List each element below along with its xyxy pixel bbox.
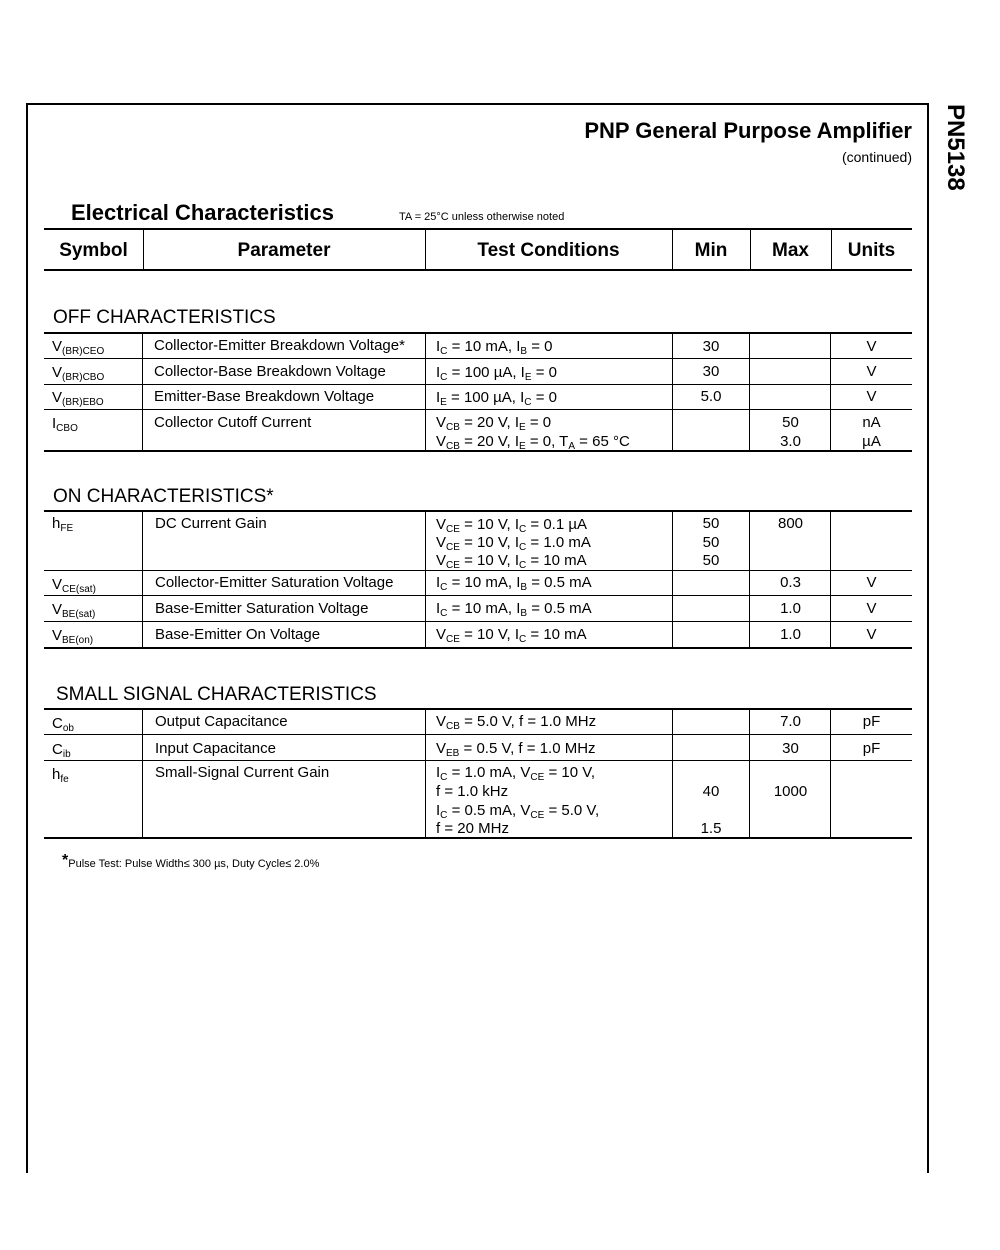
units-cell: pF [862,713,881,730]
units-cell: V [866,574,877,591]
units-cell: pF [862,740,881,757]
condition-cell: $I_C = 10$ mA, $I_B = 0.5$ mA [436,600,592,619]
parameter-cell: Small-Signal Current Gain [155,764,330,781]
column-divider [672,710,673,837]
symbol-cell: $V_{BE(sat)}$ [52,601,96,620]
symbol-cell: $h_{fe}$ [52,766,69,785]
section-rule [44,708,912,710]
min-cell: 1.5 [700,820,722,837]
min-cell: 50 [702,552,720,569]
section-note: TA = 25°C unless otherwise noted [399,211,565,223]
max-cell: 800 [777,515,804,532]
condition-cell: $V_{EB} = 0.5$ V, f = 1.0 MHz [436,740,596,759]
column-header-conditions: Test Conditions [477,240,620,261]
condition-cell: f = 20 MHz [436,820,509,837]
parameter-cell: Collector-Emitter Saturation Voltage [155,574,394,591]
section-title-small-signal: SMALL SIGNAL CHARACTERISTICS [56,684,377,705]
section-rule [44,510,912,512]
column-divider [425,512,426,647]
symbol-cell: $V_{BE(on)}$ [52,627,94,646]
parameter-cell: DC Current Gain [155,515,267,532]
parameter-cell: Collector Cutoff Current [154,414,312,431]
parameter-cell: Output Capacitance [155,713,288,730]
parameter-cell: Collector-Emitter Breakdown Voltage* [154,337,405,354]
condition-cell: $I_C = 10$ mA, $I_B = 0$ [436,338,553,357]
max-cell: 1000 [773,783,808,800]
column-divider [142,710,143,837]
column-divider [425,334,426,450]
column-divider [142,334,143,450]
column-divider [142,512,143,647]
max-cell: 0.3 [780,574,801,591]
parameter-cell: Input Capacitance [155,740,276,757]
condition-cell: $V_{CB} = 20$ V, $I_E = 0$ [436,414,552,433]
side-part-number: PN5138 [942,104,969,191]
min-cell: 50 [702,534,720,551]
condition-cell: $V_{CE} = 10$ V, $I_C = 10$ mA [436,626,587,645]
symbol-cell: $I_{CBO}$ [52,415,78,434]
symbol-cell: $V_{(BR)CBO}$ [52,364,105,383]
condition-cell: $I_C = 0.5$ mA, $V_{CE} = 5.0$ V, [436,802,600,821]
max-cell: 50 [782,414,799,431]
column-header-units: Units [847,240,896,261]
condition-cell: f = 1.0 kHz [436,783,509,800]
section-heading: Electrical Characteristics [71,200,334,225]
units-cell: V [866,363,877,380]
condition-cell: $V_{CB} = 20$ V, $I_E = 0$, $T_A = 65$ °C [436,433,630,452]
column-header-symbol: Symbol [59,240,128,261]
symbol-cell: $V_{(BR)EBO}$ [52,389,104,408]
symbol-cell: $C_{ob}$ [52,715,74,734]
condition-cell: $V_{CE} = 10$ V, $I_C = 0.1$ µA [436,516,587,535]
column-header-max: Max [772,240,809,261]
parameter-cell: Base-Emitter Saturation Voltage [155,600,369,617]
units-cell: µA [862,433,881,450]
max-cell: 3.0 [780,433,801,450]
footnote: *Pulse Test: Pulse Width≤ 300 µs, Duty Cycle≤ 2.0% [62,852,320,870]
min-cell: 50 [702,515,720,532]
units-cell: V [866,600,877,617]
condition-cell: $I_C = 1.0$ mA, $V_{CE} = 10$ V, [436,764,596,783]
max-cell: 7.0 [780,713,801,730]
parameter-cell: Collector-Base Breakdown Voltage [154,363,386,380]
header-bottom-rule [44,269,912,271]
parameter-cell: Base-Emitter On Voltage [155,626,321,643]
min-cell: 30 [702,338,720,355]
condition-cell: $V_{CB} = 5.0$ V, f = 1.0 MHz [436,713,597,732]
table-top-rule [44,228,912,230]
min-cell: 5.0 [700,388,722,405]
continued-label: (continued) [841,149,912,165]
units-cell: V [866,338,877,355]
section-title-off: OFF CHARACTERISTICS [53,307,276,328]
section-rule [44,332,912,334]
section-title-on: ON CHARACTERISTICS* [53,486,274,507]
units-cell: V [866,388,877,405]
symbol-cell: $h_{FE}$ [52,515,74,534]
units-cell: V [866,626,877,643]
column-header-parameter: Parameter [237,240,331,261]
condition-cell: $V_{CE} = 10$ V, $I_C = 10$ mA [436,552,587,571]
symbol-cell: $V_{CE(sat)}$ [52,576,96,595]
max-cell: 1.0 [780,626,801,643]
max-cell: 1.0 [780,600,801,617]
units-cell: nA [862,414,881,431]
min-cell: 30 [702,363,720,380]
parameter-cell: Emitter-Base Breakdown Voltage [154,388,375,405]
symbol-cell: $C_{ib}$ [52,741,71,760]
page-title: PNP General Purpose Amplifier [584,118,912,143]
column-divider [425,710,426,837]
condition-cell: $I_C = 10$ mA, $I_B = 0.5$ mA [436,574,592,593]
condition-cell: $I_C = 100$ µA, $I_E = 0$ [436,364,557,383]
symbol-cell: $V_{(BR)CEO}$ [52,338,105,357]
max-cell: 30 [782,740,799,757]
min-cell: 40 [702,783,720,800]
condition-cell: $I_E = 100$ µA, $I_C = 0$ [436,389,557,408]
column-header-min: Min [694,240,728,261]
condition-cell: $V_{CE} = 10$ V, $I_C = 1.0$ mA [436,534,591,553]
